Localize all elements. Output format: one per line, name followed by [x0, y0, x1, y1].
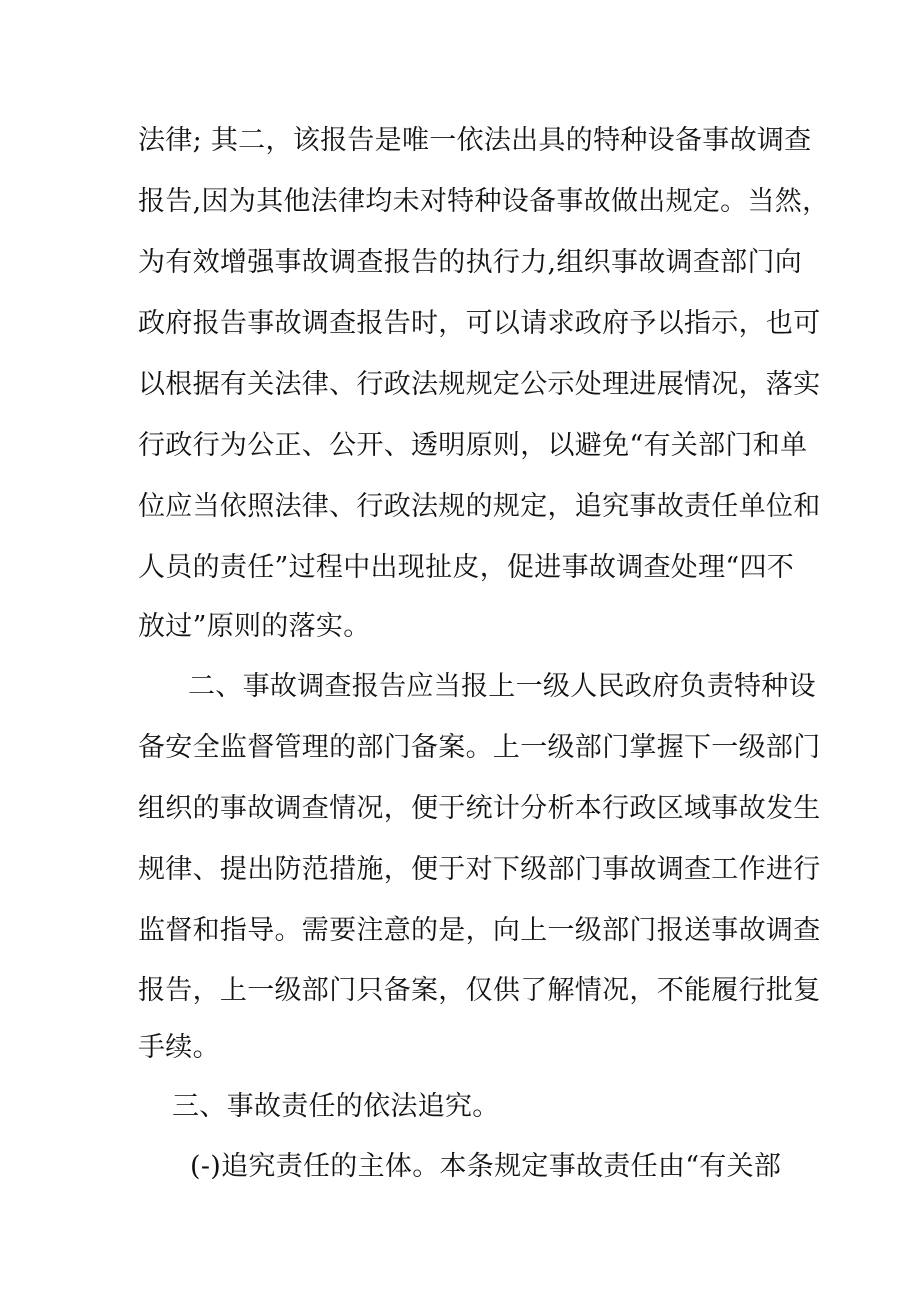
text-line-9: 放过”原则的落实。	[138, 611, 371, 642]
text-line-14: 监督和指导。需要注意的是，向上一级部门报送事故调查	[138, 915, 821, 946]
section-heading-3: 三、事故责任的依法追究。	[172, 1091, 500, 1122]
text-line-7: 位应当依照法律、行政法规的规定，追究事故责任单位和	[138, 491, 821, 522]
text-line-16: 手续。	[138, 1032, 220, 1063]
text-line-12: 组织的事故调查情况，便于统计分析本行政区域事故发生	[138, 793, 821, 824]
text-line-4: 政府报告事故调查报告时，可以请求政府予以指示，也可	[138, 308, 821, 339]
text-line-1: 法律; 其二，该报告是唯一依法出具的特种设备事故调查	[138, 125, 812, 156]
text-line-8: 人员的责任”过程中出现扯皮，促进事故调查处理“四不	[138, 552, 795, 583]
text-line-2: 报告,因为其他法律均未对特种设备事故做出规定。当然，	[138, 186, 830, 217]
text-line-18: (-)追究责任的主体。本条规定事故责任由“有关部	[190, 1151, 782, 1182]
text-line-11: 备安全监督管理的部门备案。上一级部门掌握下一级部门	[138, 732, 821, 763]
text-line-5: 以根据有关法律、行政法规规定公示处理进展情况，落实	[138, 369, 821, 400]
text-line-10: 二、事故调查报告应当报上一级人民政府负责特种设	[188, 671, 816, 702]
text-line-15: 报告，上一级部门只备案，仅供了解情况，不能履行批复	[138, 975, 821, 1006]
text-line-3: 为有效增强事故调查报告的执行力,组织事故调查部门向	[138, 247, 803, 278]
text-line-13: 规律、提出防范措施，便于对下级部门事故调查工作进行	[138, 854, 821, 885]
text-line-6: 行政行为公正、公开、透明原则，以避免“有关部门和单	[138, 430, 808, 461]
